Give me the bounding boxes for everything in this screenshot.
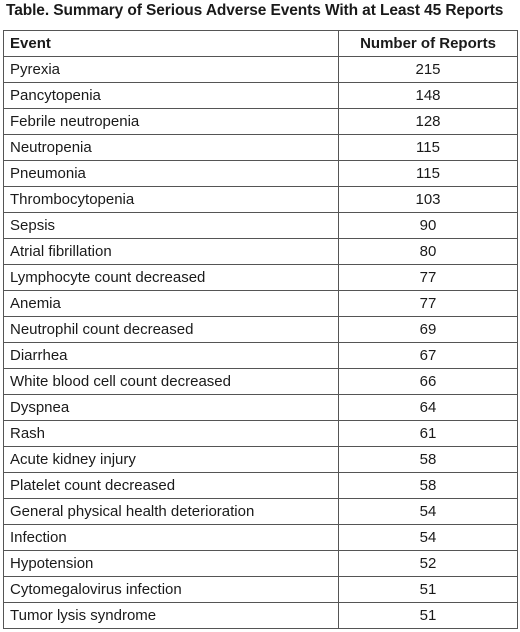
event-cell: Dyspnea <box>4 395 339 421</box>
report-count-cell: 51 <box>339 603 518 629</box>
table-row <box>4 395 518 421</box>
table-row <box>4 161 518 187</box>
table-row <box>4 343 518 369</box>
table-row <box>4 473 518 499</box>
event-cell: Febrile neutropenia <box>4 109 339 135</box>
event-cell: Pneumonia <box>4 161 339 187</box>
table-row <box>4 109 518 135</box>
event-cell: Pancytopenia <box>4 83 339 109</box>
report-count-cell: 58 <box>339 473 518 499</box>
report-count-cell: 51 <box>339 577 518 603</box>
event-cell: Cytomegalovirus infection <box>4 577 339 603</box>
event-cell: Lymphocyte count decreased <box>4 265 339 291</box>
report-count-cell: 61 <box>339 421 518 447</box>
table-row <box>4 499 518 525</box>
table-row <box>4 421 518 447</box>
event-cell: Tumor lysis syndrome <box>4 603 339 629</box>
table-row <box>4 525 518 551</box>
caption-text: . Summary of Serious Adverse Events With at Least 45 Reports <box>44 2 504 19</box>
event-cell: Neutropenia <box>4 135 339 161</box>
table-row <box>4 265 518 291</box>
event-cell: White blood cell count decreased <box>4 369 339 395</box>
table-row <box>4 239 518 265</box>
table-row <box>4 603 518 629</box>
report-count-cell: 69 <box>339 317 518 343</box>
event-cell: Sepsis <box>4 213 339 239</box>
event-cell: Diarrhea <box>4 343 339 369</box>
event-cell: Neutrophil count decreased <box>4 317 339 343</box>
table-row <box>4 135 518 161</box>
event-cell: Platelet count decreased <box>4 473 339 499</box>
table-row <box>4 57 518 83</box>
table-row <box>4 551 518 577</box>
report-count-cell: 115 <box>339 161 518 187</box>
table-caption <box>6 0 503 24</box>
table-row <box>4 291 518 317</box>
table-header-row <box>4 31 518 57</box>
report-count-cell: 67 <box>339 343 518 369</box>
report-count-cell: 77 <box>339 291 518 317</box>
report-count-cell: 66 <box>339 369 518 395</box>
table-row <box>4 213 518 239</box>
caption-label: Table <box>6 2 45 19</box>
report-count-cell: 77 <box>339 265 518 291</box>
event-cell: Pyrexia <box>4 57 339 83</box>
report-count-cell: 52 <box>339 551 518 577</box>
event-cell: Infection <box>4 525 339 551</box>
column-header-number-of-reports: Number of Reports <box>339 31 518 57</box>
event-cell: Anemia <box>4 291 339 317</box>
report-count-cell: 64 <box>339 395 518 421</box>
report-count-cell: 148 <box>339 83 518 109</box>
report-count-cell: 215 <box>339 57 518 83</box>
report-count-cell: 54 <box>339 525 518 551</box>
table-row <box>4 447 518 473</box>
column-header-event: Event <box>4 31 339 57</box>
report-count-cell: 80 <box>339 239 518 265</box>
event-cell: Acute kidney injury <box>4 447 339 473</box>
report-count-cell: 103 <box>339 187 518 213</box>
event-cell: General physical health deterioration <box>4 499 339 525</box>
report-count-cell: 115 <box>339 135 518 161</box>
event-cell: Hypotension <box>4 551 339 577</box>
table-row <box>4 187 518 213</box>
event-cell: Rash <box>4 421 339 447</box>
event-cell: Thrombocytopenia <box>4 187 339 213</box>
table-body <box>4 57 518 629</box>
table-row <box>4 577 518 603</box>
table-row <box>4 83 518 109</box>
report-count-cell: 128 <box>339 109 518 135</box>
table-row <box>4 317 518 343</box>
report-count-cell: 54 <box>339 499 518 525</box>
table-row <box>4 369 518 395</box>
report-count-cell: 90 <box>339 213 518 239</box>
report-count-cell: 58 <box>339 447 518 473</box>
adverse-events-table <box>3 30 518 629</box>
event-cell: Atrial fibrillation <box>4 239 339 265</box>
